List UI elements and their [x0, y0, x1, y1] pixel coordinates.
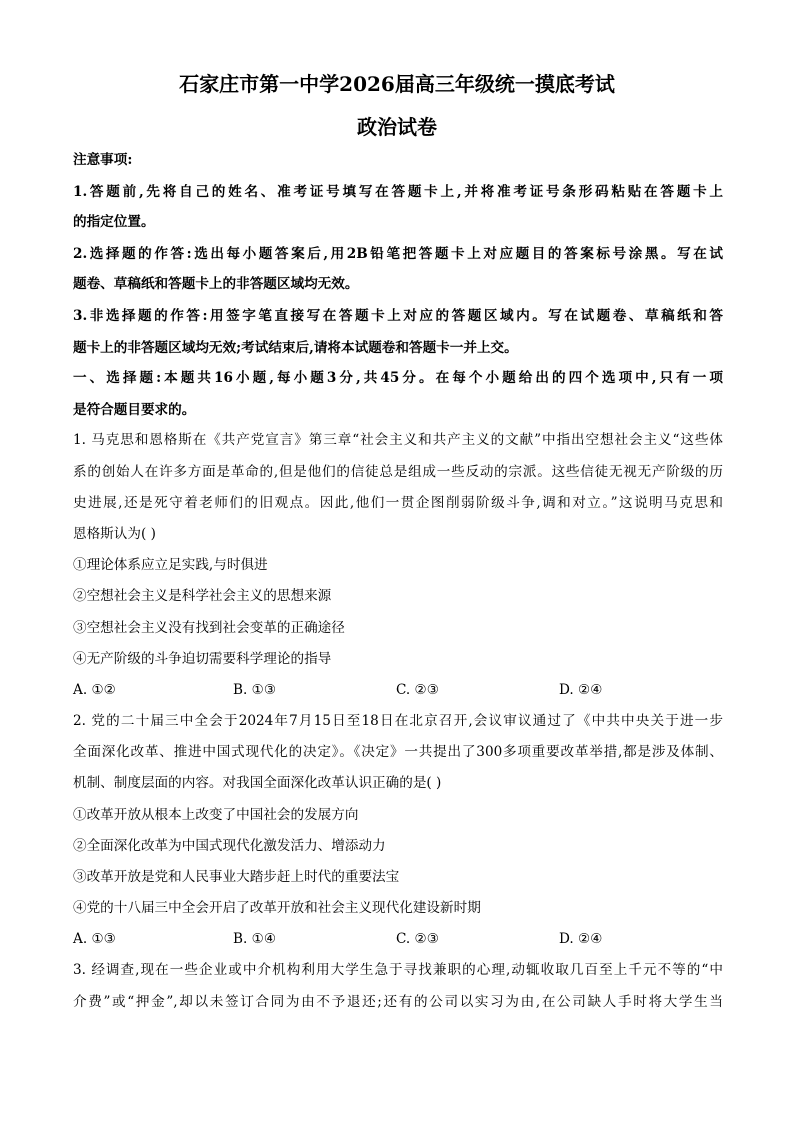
question-stem: 1. 马克思和恩格斯在《共产党宣言》第三章“社会主义和共产主义的文献”中指出空想社会主义“这些体 — [73, 432, 723, 448]
option-a: A. ①② — [73, 682, 116, 698]
notice-line: 3.非选择题的作答:用签字笔直接写在答题卡上对应的答题区域内。写在试题卷、草稿纸和答 — [73, 308, 723, 324]
notice-line: 题卡上的非答题区域均无效;考试结束后,请将本试题卷和答题卡一并上交。 — [73, 340, 518, 356]
question-stem: 机制、制度层面的内容。对我国全面深化改革认识正确的是( ) — [73, 775, 442, 791]
statement-item: ①理论体系应立足实践,与时俱进 — [73, 557, 268, 573]
option-d: D. ②④ — [559, 682, 603, 698]
option-c: C. ②③ — [396, 931, 439, 947]
notice-line: 1.答题前,先将自己的姓名、准考证号填写在答题卡上,并将准考证号条形码粘贴在答题卡上 — [73, 184, 723, 200]
option-a: A. ①③ — [73, 931, 116, 947]
section-heading: 一、选择题:本题共16小题,每小题3分,共45分。在每个小题给出的四个选项中,只有一项 — [73, 370, 723, 386]
statement-item: ③改革开放是党和人民事业大踏步赶上时代的重要法宝 — [73, 869, 400, 885]
answer-options — [73, 929, 723, 949]
statement-item: ④无产阶级的斗争迫切需要科学理论的指导 — [73, 651, 332, 667]
option-b: B. ①③ — [233, 682, 277, 698]
statement-item: ①改革开放从根本上改变了中国社会的发展方向 — [73, 807, 359, 823]
question-stem: 介费”或“押金”,却以未签订合同为由不予退还;还有的公司以实习为由,在公司缺人手时将大学生当 — [73, 994, 723, 1010]
statement-item: ③空想社会主义没有找到社会变革的正确途径 — [73, 620, 345, 636]
notice-line: 题卷、草稿纸和答题卡上的非答题区域均无效。 — [73, 276, 359, 292]
statement-item: ②全面深化改革为中国式现代化激发活力、增添动力 — [73, 838, 386, 854]
section-heading: 是符合题目要求的。 — [73, 402, 196, 418]
option-d: D. ②④ — [559, 931, 603, 947]
question-stem: 恩格斯认为( ) — [73, 526, 156, 542]
option-c: C. ②③ — [396, 682, 439, 698]
exam-title: 石家庄市第一中学2026届高三年级统一摸底考试 — [179, 72, 615, 96]
option-b: B. ①④ — [233, 931, 277, 947]
notice-heading: 注意事项: — [73, 152, 133, 168]
question-stem: 系的创始人在许多方面是革命的,但是他们的信徒总是组成一些反动的宗派。这些信徒无视无产阶级的历 — [73, 464, 723, 480]
statement-item: ④党的十八届三中全会开启了改革开放和社会主义现代化建设新时期 — [73, 900, 481, 916]
question-stem: 全面深化改革、推进中国式现代化的决定》。《决定》一共提出了300多项重要改革举措,都是涉及体制、 — [73, 744, 723, 760]
question-stem: 史进展,还是死守着老师们的旧观点。因此,他们一贯企图削弱阶级斗争,调和对立。”这说明马克思和 — [73, 495, 723, 511]
question-stem: 2. 党的二十届三中全会于2024年7月15日至18日在北京召开,会议审议通过了《中共中央关于进一步 — [73, 713, 723, 729]
notice-line: 的指定位置。 — [73, 214, 155, 230]
statement-item: ②空想社会主义是科学社会主义的思想来源 — [73, 588, 332, 604]
question-stem: 3. 经调查,现在一些企业或中介机构利用大学生急于寻找兼职的心理,动辄收取几百至上千元不等的“中 — [73, 962, 723, 978]
exam-subject: 政治试卷 — [357, 115, 437, 139]
answer-options — [73, 680, 723, 700]
notice-line: 2.选择题的作答:选出每小题答案后,用2B铅笔把答题卡上对应题目的答案标号涂黑。写在试 — [73, 246, 723, 262]
